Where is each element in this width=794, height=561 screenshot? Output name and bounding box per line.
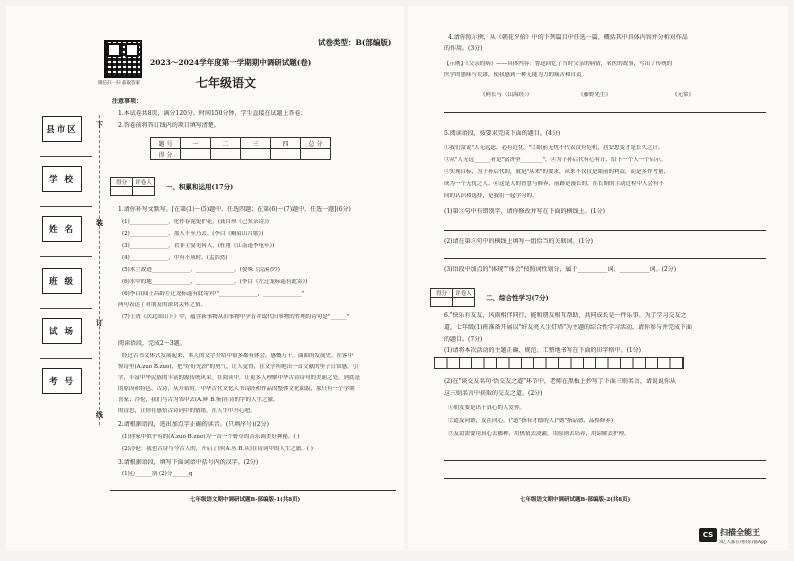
- grader-cell[interactable]: [431, 298, 453, 307]
- camscanner-logo-icon: CS: [699, 528, 717, 542]
- side-box-class: 班 级: [42, 268, 82, 294]
- q5-text-line: ①我们常说"人无远虑，必有近忧。"②眼前无忧不代表没有危机，居安思变才是长久之计。: [444, 145, 664, 151]
- grader-label: 得分: [431, 289, 453, 298]
- subject-title: 七年级语文: [196, 76, 257, 90]
- grader-label: 评卷人: [453, 289, 475, 298]
- score-header: 二: [211, 138, 241, 149]
- quote-3: ③友谊需要用真心去播种，用热情去浇灌，用原则去培养，用谅解去护理。: [448, 431, 630, 437]
- q5-text-line: 成为一个无忧之人。⑥这是人的智慧与修养，前路是漫长的，在长期的主动过程中人会有不: [444, 181, 665, 187]
- qr-caption: 微信扫一扫 获取答案: [98, 81, 140, 86]
- question-4b: 的作用。(3分): [444, 45, 483, 52]
- q5-text-line: ③从"人无远______者是"富贵坚________"，④为子孙后代有心有计，给下一个人一个启示。: [444, 157, 667, 163]
- side-line: [40, 206, 92, 207]
- q1-line-2: (2)______________，那人不至乃去。(李白《峨眉山月歌》): [122, 231, 264, 237]
- cut-mark: 装: [96, 218, 103, 227]
- q6-subquestion-1: (1)请将本次活动的主题正确、规范、工整地书写在下面的田字格中。(1分): [444, 347, 641, 354]
- question-3: 3.请根据语段，填写下面词语中括号内的汉字。(2分): [118, 459, 259, 466]
- q1-line-1: (1)______________，化作春泥更护花。(龚自珍《己亥杂诗》): [122, 219, 269, 225]
- exam-type: 试卷类型：B(部编版): [318, 38, 392, 47]
- q1-line-7: (6)李白(闻王昌龄左迁龙标遥有此寄)中"______________，______________": [122, 291, 305, 297]
- question-2: 2.请根据语段，选出加点字正确的读音。(只填序号)(2分): [118, 421, 269, 428]
- cut-mark: 下: [96, 120, 103, 129]
- quote-2: ②道友同德，友在同心。("道"指有才德的人)"德"指品德、品格修养): [448, 418, 614, 424]
- grader-cell[interactable]: [111, 187, 133, 196]
- q6-subquestion-2: (2)在"谈交友名句·悟交友之道"环节中，老师在黑板上抄写了下面三则名言，请说说你从: [444, 378, 676, 385]
- scanner-tagline: 3亿人都在用的扫描App: [719, 540, 767, 545]
- grader-table: [110, 177, 155, 196]
- q5-subquestion-1: (1)第③句中有错别字，请你修改并写在下面的横线上。(1分): [444, 208, 605, 215]
- left-page-footer: 七年级语文期中调研试题B-部编版-1(共8页): [190, 497, 301, 503]
- score-header: 一: [181, 138, 211, 149]
- grader-label: 得分: [111, 178, 133, 187]
- passage-line: 学，丰富中华民族的丰富的源传统风采。在阅读中，让更多人理解中华古诗诗句的美丽之处，到底是: [118, 375, 361, 381]
- answer-line[interactable]: [444, 230, 766, 231]
- q5-subquestion-3: (3)语段中加点的"体现""体会"按照词性划分，属于__________词、__________词。(2分): [444, 266, 677, 273]
- q1-line-7b: 两句表达了对朋友的深切关怀之情。: [118, 302, 207, 308]
- cut-mark: 线: [96, 410, 103, 419]
- question-6: 6."快乐有友友，风雨相伴同行，能和朋友相互帮助，共同成长是一件乐事。为了学习交友之: [444, 312, 687, 319]
- question-6b: 道，七年级(1)班准备开展以"好友亮人生灯塔"为主题的综合性学习活动，请你参与并完成下面: [444, 324, 693, 331]
- scanner-app-name: 扫描全能王: [720, 528, 760, 537]
- notice-title: 注意事项：: [112, 98, 143, 105]
- q5-text-line: ⑤实现目标，为子孙后代的，就是"从来"的要求，从来不仅仅是眼前的利益，而是多作考量，: [444, 169, 670, 175]
- binding-dashed-line: [99, 115, 100, 425]
- exam-year-title: 2023～2024学年度第一学期期中调研试题(卷): [150, 58, 312, 67]
- right-page: [408, 6, 788, 551]
- side-line: [40, 308, 92, 309]
- score-table: [150, 137, 331, 160]
- tianzige-grid[interactable]: [434, 357, 684, 369]
- answer-line[interactable]: [444, 112, 766, 113]
- reading-heading: 阅读语段，完成2～3题。: [118, 340, 186, 347]
- q3-line: (1)心______别 (2)分______q: [122, 471, 193, 477]
- side-box-number: 考 号: [42, 368, 82, 394]
- section-1-title: 一、积累和运用(17分): [166, 183, 234, 191]
- score-cell[interactable]: [211, 149, 241, 160]
- side-line: [40, 156, 92, 157]
- question-6c: 的题目。(7分): [444, 336, 483, 343]
- question-4: 4.请你照示例，从《朝花夕拾》中的下列篇目中任选一篇，概括其中具体内容并分析对作品: [448, 34, 688, 41]
- q1-line-5: (5)木兰故迹______________，______________。(晏殊《浣溪沙》): [122, 267, 280, 273]
- q2-line-2: (2)冷伦：我也古诗与今古人的，开启了你(A.丛 B.从)在诗词中的人生之旅。( ): [122, 446, 313, 452]
- answer-line[interactable]: [444, 478, 766, 479]
- side-box-room: 试 场: [42, 318, 82, 344]
- answer-line[interactable]: [444, 258, 766, 259]
- side-line: [40, 358, 92, 359]
- cut-mark: 订: [96, 318, 103, 327]
- qr-code-icon: [104, 40, 142, 78]
- side-line: [40, 256, 92, 257]
- side-box-name: 姓 名: [42, 216, 82, 242]
- q5-subquestion-2: (2)请在第⑤句中的横线上填写一组恰当的关联词。(1分): [444, 238, 593, 245]
- question-5: 5.阅读语段，按要求完成下面的题目。(4分): [444, 130, 561, 137]
- quote-1: ①朋友要是出于真心的人爱你。: [448, 405, 526, 411]
- score-cell[interactable]: [241, 149, 271, 160]
- grader-cell[interactable]: [133, 187, 155, 196]
- score-header: 总 分: [301, 138, 331, 149]
- q4-example: 【示例】《父亲的病》——具体内容：鲁迅回忆了当时父亲的病情，名医的故事，写出了传统的: [444, 61, 673, 67]
- right-page-footer: 七年级语文期中调研试题B-部编版-2(共8页): [520, 497, 631, 503]
- passage-line: 的诗思，让你在感悟古诗词中的情绪，在人生中开心吧。: [118, 408, 256, 414]
- score-cell[interactable]: [301, 149, 331, 160]
- answer-line[interactable]: [444, 460, 766, 461]
- footer-rule: [110, 490, 396, 491]
- score-header: 题 号: [151, 138, 181, 149]
- grader-table: [430, 288, 475, 307]
- notice-1: 1.本试卷共8页，满分120分，时间150分钟，学生直接在试题上答卷；: [118, 110, 307, 117]
- q4-option-2: 《藤野先生》: [578, 92, 612, 98]
- q4-option-3: 《无常》: [672, 92, 695, 98]
- q1-line-4: (4)______________，中有不成时。(孟浩然): [122, 255, 228, 261]
- q6-subquestion-2b: 这三则名言中获取的交友之道。(2分): [444, 390, 543, 397]
- score-header: 四: [271, 138, 301, 149]
- passage-line: 喜家；冷伦，我们与古为邻中去(A.鲜 B.鉴)在诗的字的人生之旅。: [118, 397, 279, 403]
- q4-option-1: 《阿长与〈山海经〉》: [480, 92, 533, 98]
- q5-text-line: 同的认识和选择，是我们一起学习的。: [444, 193, 538, 199]
- passage-line: 经过古书文体式发展起来，本人的文字介绍中很多都有体会，感慨万千。曲曲的发展史，在客中: [122, 353, 354, 359]
- q4-example-2: 医学的愚昧与荒谬，使我感到一种无能为力的痛苦和自责。: [444, 72, 588, 78]
- score-label: 得 分: [151, 149, 181, 160]
- q1-line-6: (6)水中的地______________，______________。(李白《左迁龙标遥有此寄》): [122, 279, 308, 285]
- grader-cell[interactable]: [453, 298, 475, 307]
- notice-2: 2.答卷前将答订线内的项目填写清楚。: [118, 122, 220, 129]
- q1-line-8: (7)王湾《次北固山下》中，蕴含新事物从旧事物中孕育并取代旧事物的哲理的诗句是"______": [122, 314, 350, 320]
- side-box-county: 县市区: [42, 116, 82, 142]
- question-1: 1.请你补写文默写。[在第(1)～(5)题中，任选四题；在第(6)～(7)题中，任选一题](6分): [118, 206, 351, 213]
- score-cell[interactable]: [271, 149, 301, 160]
- passage-line: 的原因和特色。古诗，从开始时，中华古代文化人书诗经和作品的整体文化面貌，那只有一个学期: [118, 386, 355, 392]
- side-box-school: 学 校: [42, 166, 82, 192]
- score-header: 三: [241, 138, 271, 149]
- q2-line-1: (1)你家中似乎有的(A.zuò B.zùo)为一首一个野草的音乐调美好神秘。( ): [122, 434, 300, 440]
- q1-line-3: (3)______________，君非主宴见何人。(杜甫《江南逢李龟年》): [122, 243, 275, 249]
- section-2-title: 二、综合性学习(7分): [486, 294, 549, 302]
- passage-line: 悼诗里(A.zuò B.zùo)，把"好好先治"的勇气，让人觉得，在文学所绝出一首文献的里子日常感，引: [118, 364, 359, 370]
- grader-label: 评卷人: [133, 178, 155, 187]
- score-cell[interactable]: [181, 149, 211, 160]
